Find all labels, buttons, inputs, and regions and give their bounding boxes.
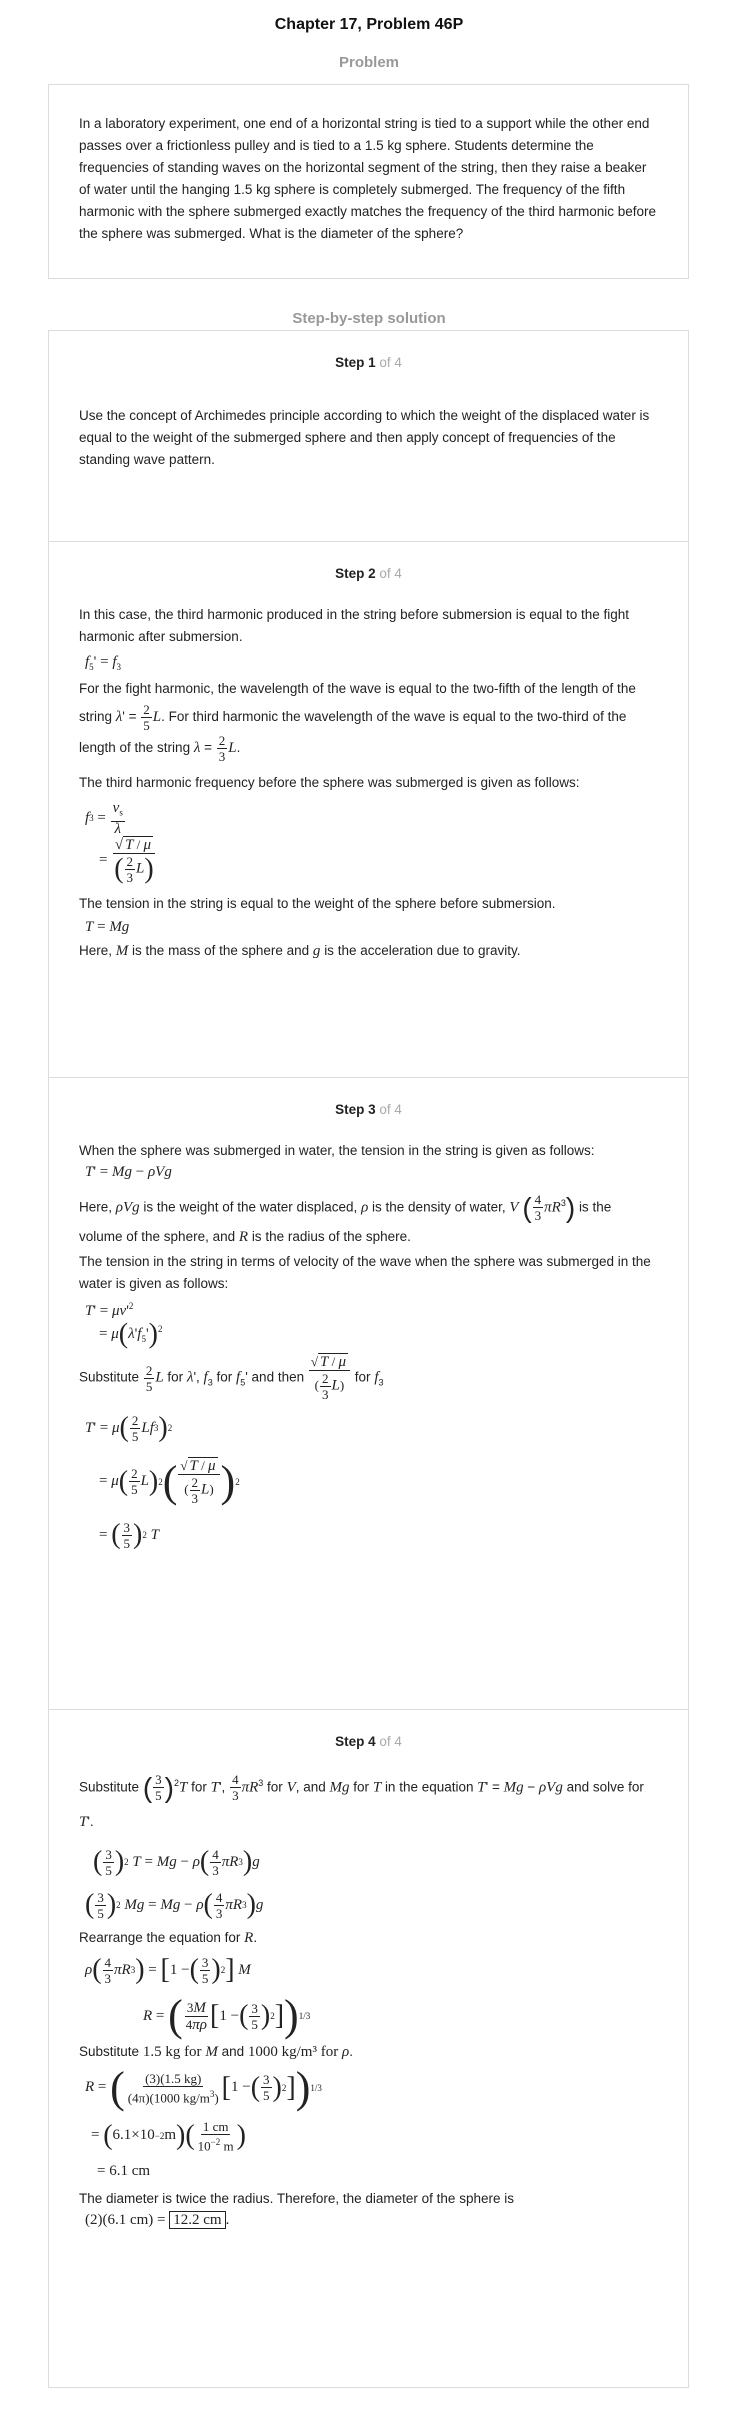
step-4-text-4: The diameter is twice the radius. Therefore, the diameter of the sphere is <box>79 2191 514 2207</box>
eq-t-mu-v: $T' = \mu v'^2$ = $\mu(\lambda'f_5')^2$ <box>85 1301 163 1350</box>
step-3-text-1: When the sphere was submerged in water, the tension in the string is given as follows: <box>79 1143 595 1158</box>
step-3-text-3: The tension in the string in terms of velocity of the wave when the sphere was submerged in the water is given as follows: <box>79 1254 651 1292</box>
step-1 <box>49 331 688 542</box>
solution-card <box>48 330 689 2388</box>
step-2 <box>49 542 688 1078</box>
step-4-text-1: Substitute ( $\frac{3}{5}$ )$^2$T for T', $\frac{4}{3}$ $\pi R^3$ for V, and Mg for T in the equation T' = Mg − ρVg and solve for T'. <box>79 1771 644 1830</box>
step-3-text-2: Here, ρVg is the weight of the water displaced, ρ is the density of water, V ( $\frac{4}{3}$ $\pi R^3$) is the volume of the sphere, and R is the radius of the sphere. <box>79 1191 612 1246</box>
eq-step4-a: ( $\frac{3}{5}$ ) 2 T = Mg − ρ ( $\frac{4}{3}$ πR 3 ) g ( $\frac{3}{5}$ ) 2 Mg = Mg − ρ ( $\frac{4}{3}$ πR 3 ) g <box>85 1846 264 1921</box>
eq-f3: f 3 = $\frac{v_s}{\lambda}$ = √ T / μ ( $\frac{2}{3}$ L) <box>85 800 154 885</box>
step-2-text-3: The third harmonic frequency before the sphere was submerged is given as follows: <box>79 775 580 790</box>
step-1-header: Step 1 of 4 <box>335 355 402 370</box>
step-3-text-4: Substitute $\frac{2}{5}$ L for λ', $f_3$ for $f_5'$ and then √ T / μ ( $\frac{2}{3}$ L) for $f_3$ <box>79 1354 384 1403</box>
problem-card <box>48 84 689 279</box>
eq-t-mg: T = Mg <box>85 918 130 935</box>
step-2-text-4: The tension in the string is equal to the weight of the sphere before submersion. <box>79 895 556 911</box>
eq-f5-equals-f3: $f_5' = f_3$ <box>85 654 122 672</box>
step-4-text-2: Rearrange the equation for R. <box>79 1929 258 1946</box>
step-4-text-3: Substitute 1.5 kg for M and 1000 kg/m³ for ρ. <box>79 2043 353 2060</box>
problem-heading: Problem <box>338 54 399 71</box>
problem-text: In a laboratory experiment, one end of a horizontal string is tied to a support while the other end passes over a frictionless pulley and is tied to a 1.5 kg sphere. Students determine the frequencies of standing waves on the horizontal segment of the string, then they raise a beaker of water until the hanging 1.5 kg sphere is completely submerged. The frequency of the fifth harmonic with the sphere submerged exactly matches the frequency of the third harmonic before the sphere was submerged. What is the diameter of the sphere? <box>79 116 657 241</box>
page-title: Chapter 17, Problem 46P <box>274 16 464 33</box>
solution-heading: Step-by-step solution <box>292 310 446 327</box>
eq-t-prime: T' = Mg − ρVg <box>85 1164 172 1180</box>
answer-box: 12.2 cm <box>169 2211 225 2229</box>
step-2-text-5: Here, M is the mass of the sphere and g is the acceleration due to gravity. <box>79 942 521 959</box>
step-3 <box>49 1078 688 1710</box>
step-4 <box>49 1710 688 2387</box>
step-4-header: Step 4 of 4 <box>335 1734 402 1749</box>
eq-step4-r: ρ ( $\frac{4}{3}$ πR 3 ) = [ 1 − ( $\frac{3}{5}$ ) 2 ] M R = ( $\frac{3M}{4\pi\rho}$ [ 1 − ( $\frac{3}{5}$ ) 2 ] ) 1/3 <box>85 1954 311 2040</box>
eq-substitution: T ' = μ ( $\frac{2}{5}$ Lf 3 ) 2 = μ ( $\frac{2}{5}$ L ) 2 ( √ T / μ ( $\frac{2}{3}$ L) ) 2 = ( $\frac{3}{5}$ ) 2 T <box>85 1412 240 1551</box>
eq-answer: (2)(6.1 cm) = 12.2 cm . <box>85 2212 230 2229</box>
step-2-text-1: In this case, the third harmonic produced in the string before submersion is equal to the fight harmonic after submersion. <box>79 607 630 644</box>
eq-step4-numeric: R = ( $\frac{(3)(1.5 kg)}{(4\pi)(1000 kg/m^3)}$ [ 1 − ( $\frac{3}{5}$ ) 2 ] ) 1/3 = ( 6.1×10 −2 m ) ( $\frac{1 cm}{10^{-2} m}$ ) = 6.1 cm <box>85 2062 322 2180</box>
step-2-text-2: For the fight harmonic, the wavelength of the wave is equal to the two-fifth of the length of the string λ' = $\frac{2}{5}$ L. For third harmonic the wavelength of the wave is equal to the two-third of the length of the string λ = $\frac{2}{3}$ L. <box>79 681 636 764</box>
step-2-header: Step 2 of 4 <box>335 566 402 581</box>
step-3-header: Step 3 of 4 <box>335 1102 402 1117</box>
step-1-text: Use the concept of Archimedes principle according to which the weight of the displaced water is equal to the weight of the submerged sphere and then apply concept of frequencies of the standing wave pattern. <box>79 408 650 467</box>
